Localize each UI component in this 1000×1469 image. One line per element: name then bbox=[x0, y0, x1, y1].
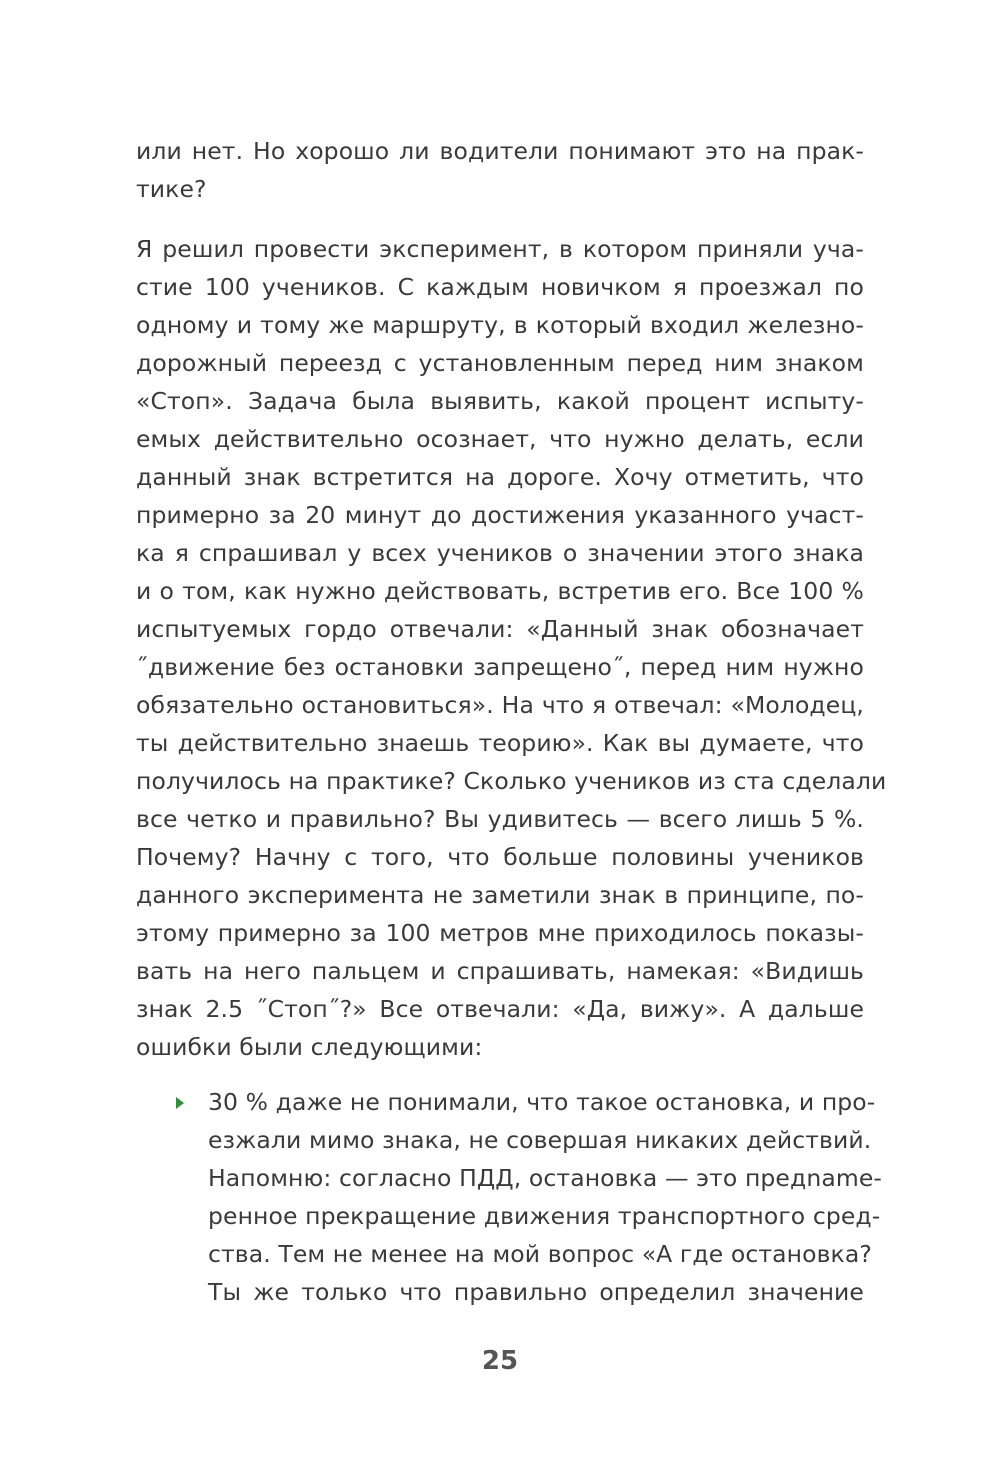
text-line: тике? bbox=[136, 175, 207, 203]
text-line: все четко и правильно? Вы удивитесь — всего лишь 5 %. bbox=[136, 805, 864, 833]
text-line: 30 % даже не понимали, что такое остановка, и про- bbox=[208, 1088, 876, 1116]
text-line: «Стоп». Задача была выявить, какой процент испыту- bbox=[136, 387, 864, 415]
text-line: ренное прекращение движения транспортного сред- bbox=[208, 1202, 881, 1230]
text-line: испытуемых гордо отвечали: «Данный знак обозначает bbox=[136, 615, 864, 643]
text-line: обязательно остановиться». На что я отвечал: «Молодец, bbox=[136, 691, 864, 719]
text-line: езжали мимо знака, не совершая никаких действий. bbox=[208, 1126, 872, 1154]
text-line: ка я спрашивал у всех учеников о значении этого знака bbox=[136, 539, 864, 567]
text-line: знак 2.5 ˝Стоп˝?» Все отвечали: «Да, вижу». А дальше bbox=[136, 995, 864, 1023]
text-line: Напомню: согласно ПДД, остановка — это предname- bbox=[208, 1164, 882, 1192]
green-triangle-bullet-icon bbox=[176, 1097, 184, 1109]
text-line: стие 100 учеников. С каждым новичком я проезжал по bbox=[136, 273, 864, 301]
paragraph-2 bbox=[136, 230, 887, 1066]
text-line: данного эксперимента не заметили знак в принципе, по- bbox=[136, 881, 864, 909]
text-line: дорожный переезд с установленным перед ним знаком bbox=[136, 349, 864, 377]
bullet-text bbox=[208, 1083, 882, 1311]
text-line: или нет. Но хорошо ли водители понимают это на прак- bbox=[136, 137, 864, 165]
text-line: данный знак встретится на дороге. Хочу отметить, что bbox=[136, 463, 864, 491]
text-line: ошибки были следующими: bbox=[136, 1033, 483, 1061]
text-line: получилось на практике? Сколько учеников из ста сделали bbox=[136, 767, 887, 795]
text-line: этому примерно за 100 метров мне приходилось показы- bbox=[136, 919, 864, 947]
text-line: Я решил провести эксперимент, в котором приняли уча- bbox=[136, 235, 864, 263]
text-line: примерно за 20 минут до достижения указанного участ- bbox=[136, 501, 864, 529]
text-line: ты действительно знаешь теорию». Как вы думаете, что bbox=[136, 729, 864, 757]
text-line: Ты же только что правильно определил значение bbox=[208, 1278, 864, 1306]
text-line: ства. Тем не менее на мой вопрос «А где остановка? bbox=[208, 1240, 872, 1268]
text-line: и о том, как нужно действовать, встретив его. Все 100 % bbox=[136, 577, 864, 605]
text-line: вать на него пальцем и спрашивать, намекая: «Видишь bbox=[136, 957, 864, 985]
text-line: Почему? Начну с того, что больше половины учеников bbox=[136, 843, 864, 871]
text-line: емых действительно осознает, что нужно делать, если bbox=[136, 425, 864, 453]
text-line: ˝движение без остановки запрещено˝, перед ним нужно bbox=[136, 653, 864, 681]
text-line: одному и тому же маршруту, в который входил железно- bbox=[136, 311, 864, 339]
page-number: 25 bbox=[481, 1346, 519, 1376]
paragraph-1 bbox=[136, 132, 864, 208]
